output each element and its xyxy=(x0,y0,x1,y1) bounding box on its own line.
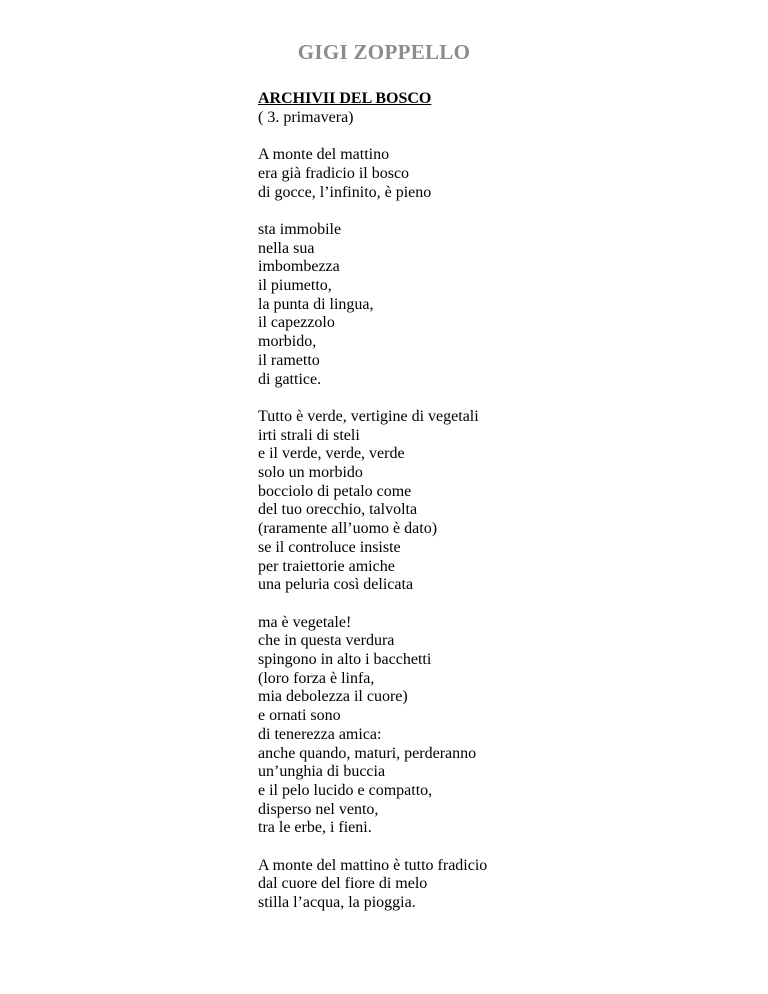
poem-line: per traiettorie amiche xyxy=(258,557,395,575)
poem-line: stilla l’acqua, la pioggia. xyxy=(258,894,416,912)
poem-line: il capezzolo xyxy=(258,314,335,332)
poem-line: un’unghia di buccia xyxy=(258,763,386,781)
poem xyxy=(258,90,738,913)
poem-line: (raramente all’uomo è dato) xyxy=(258,520,438,538)
poem-line: disperso nel vento, xyxy=(258,800,379,818)
poem-line: anche quando, maturi, perderanno xyxy=(258,744,477,762)
poem-line: se il controluce insiste xyxy=(258,538,401,556)
poem-line: morbido, xyxy=(258,333,317,351)
poem-line: spingono in alto i bacchetti xyxy=(258,651,432,669)
author-header: GIGI ZOPPELLO xyxy=(297,40,471,64)
poem-line: sta immobile xyxy=(258,220,342,238)
stanza-5 xyxy=(258,857,738,913)
poem-line: era già fradicio il bosco xyxy=(258,164,410,182)
stanza-2 xyxy=(258,221,738,389)
poem-line: imbombezza xyxy=(258,258,340,276)
poem-line: tra le erbe, i fieni. xyxy=(258,819,372,837)
poem-line: A monte del mattino è tutto fradicio xyxy=(258,856,488,874)
poem-title: ARCHIVII DEL BOSCO xyxy=(258,90,432,107)
poem-line: e il pelo lucido e compatto, xyxy=(258,781,433,799)
poem-line: Tutto è verde, vertigine di vegetali xyxy=(258,407,479,425)
poem-line: di tenerezza amica: xyxy=(258,725,382,743)
poem-line: solo un morbido xyxy=(258,464,363,482)
poem-line: e ornati sono xyxy=(258,707,341,725)
stanza-1 xyxy=(258,146,738,202)
poem-line: (loro forza è linfa, xyxy=(258,669,375,687)
poem-line: la punta di lingua, xyxy=(258,295,374,313)
poem-line: bocciolo di petalo come xyxy=(258,482,412,500)
poem-line: ma è vegetale! xyxy=(258,613,352,631)
poem-line: di gattice. xyxy=(258,370,322,388)
poem-line: che in questa verdura xyxy=(258,632,395,650)
poem-line: nella sua xyxy=(258,239,315,257)
poem-line: del tuo orecchio, talvolta xyxy=(258,501,418,519)
stanza-3 xyxy=(258,408,738,595)
poem-subtitle: ( 3. primavera) xyxy=(258,108,354,126)
poem-line: dal cuore del fiore di melo xyxy=(258,875,428,893)
poem-line: irti strali di steli xyxy=(258,426,360,444)
poem-line: mia debolezza il cuore) xyxy=(258,688,408,706)
poem-line: una peluria così delicata xyxy=(258,576,414,594)
poem-line: A monte del mattino xyxy=(258,146,390,164)
poem-line: e il verde, verde, verde xyxy=(258,445,405,463)
poem-line: il piumetto, xyxy=(258,277,332,294)
poem-line: di gocce, l’infinito, è pieno xyxy=(258,183,432,201)
poem-line: il rametto xyxy=(258,351,320,369)
stanza-4 xyxy=(258,614,738,838)
